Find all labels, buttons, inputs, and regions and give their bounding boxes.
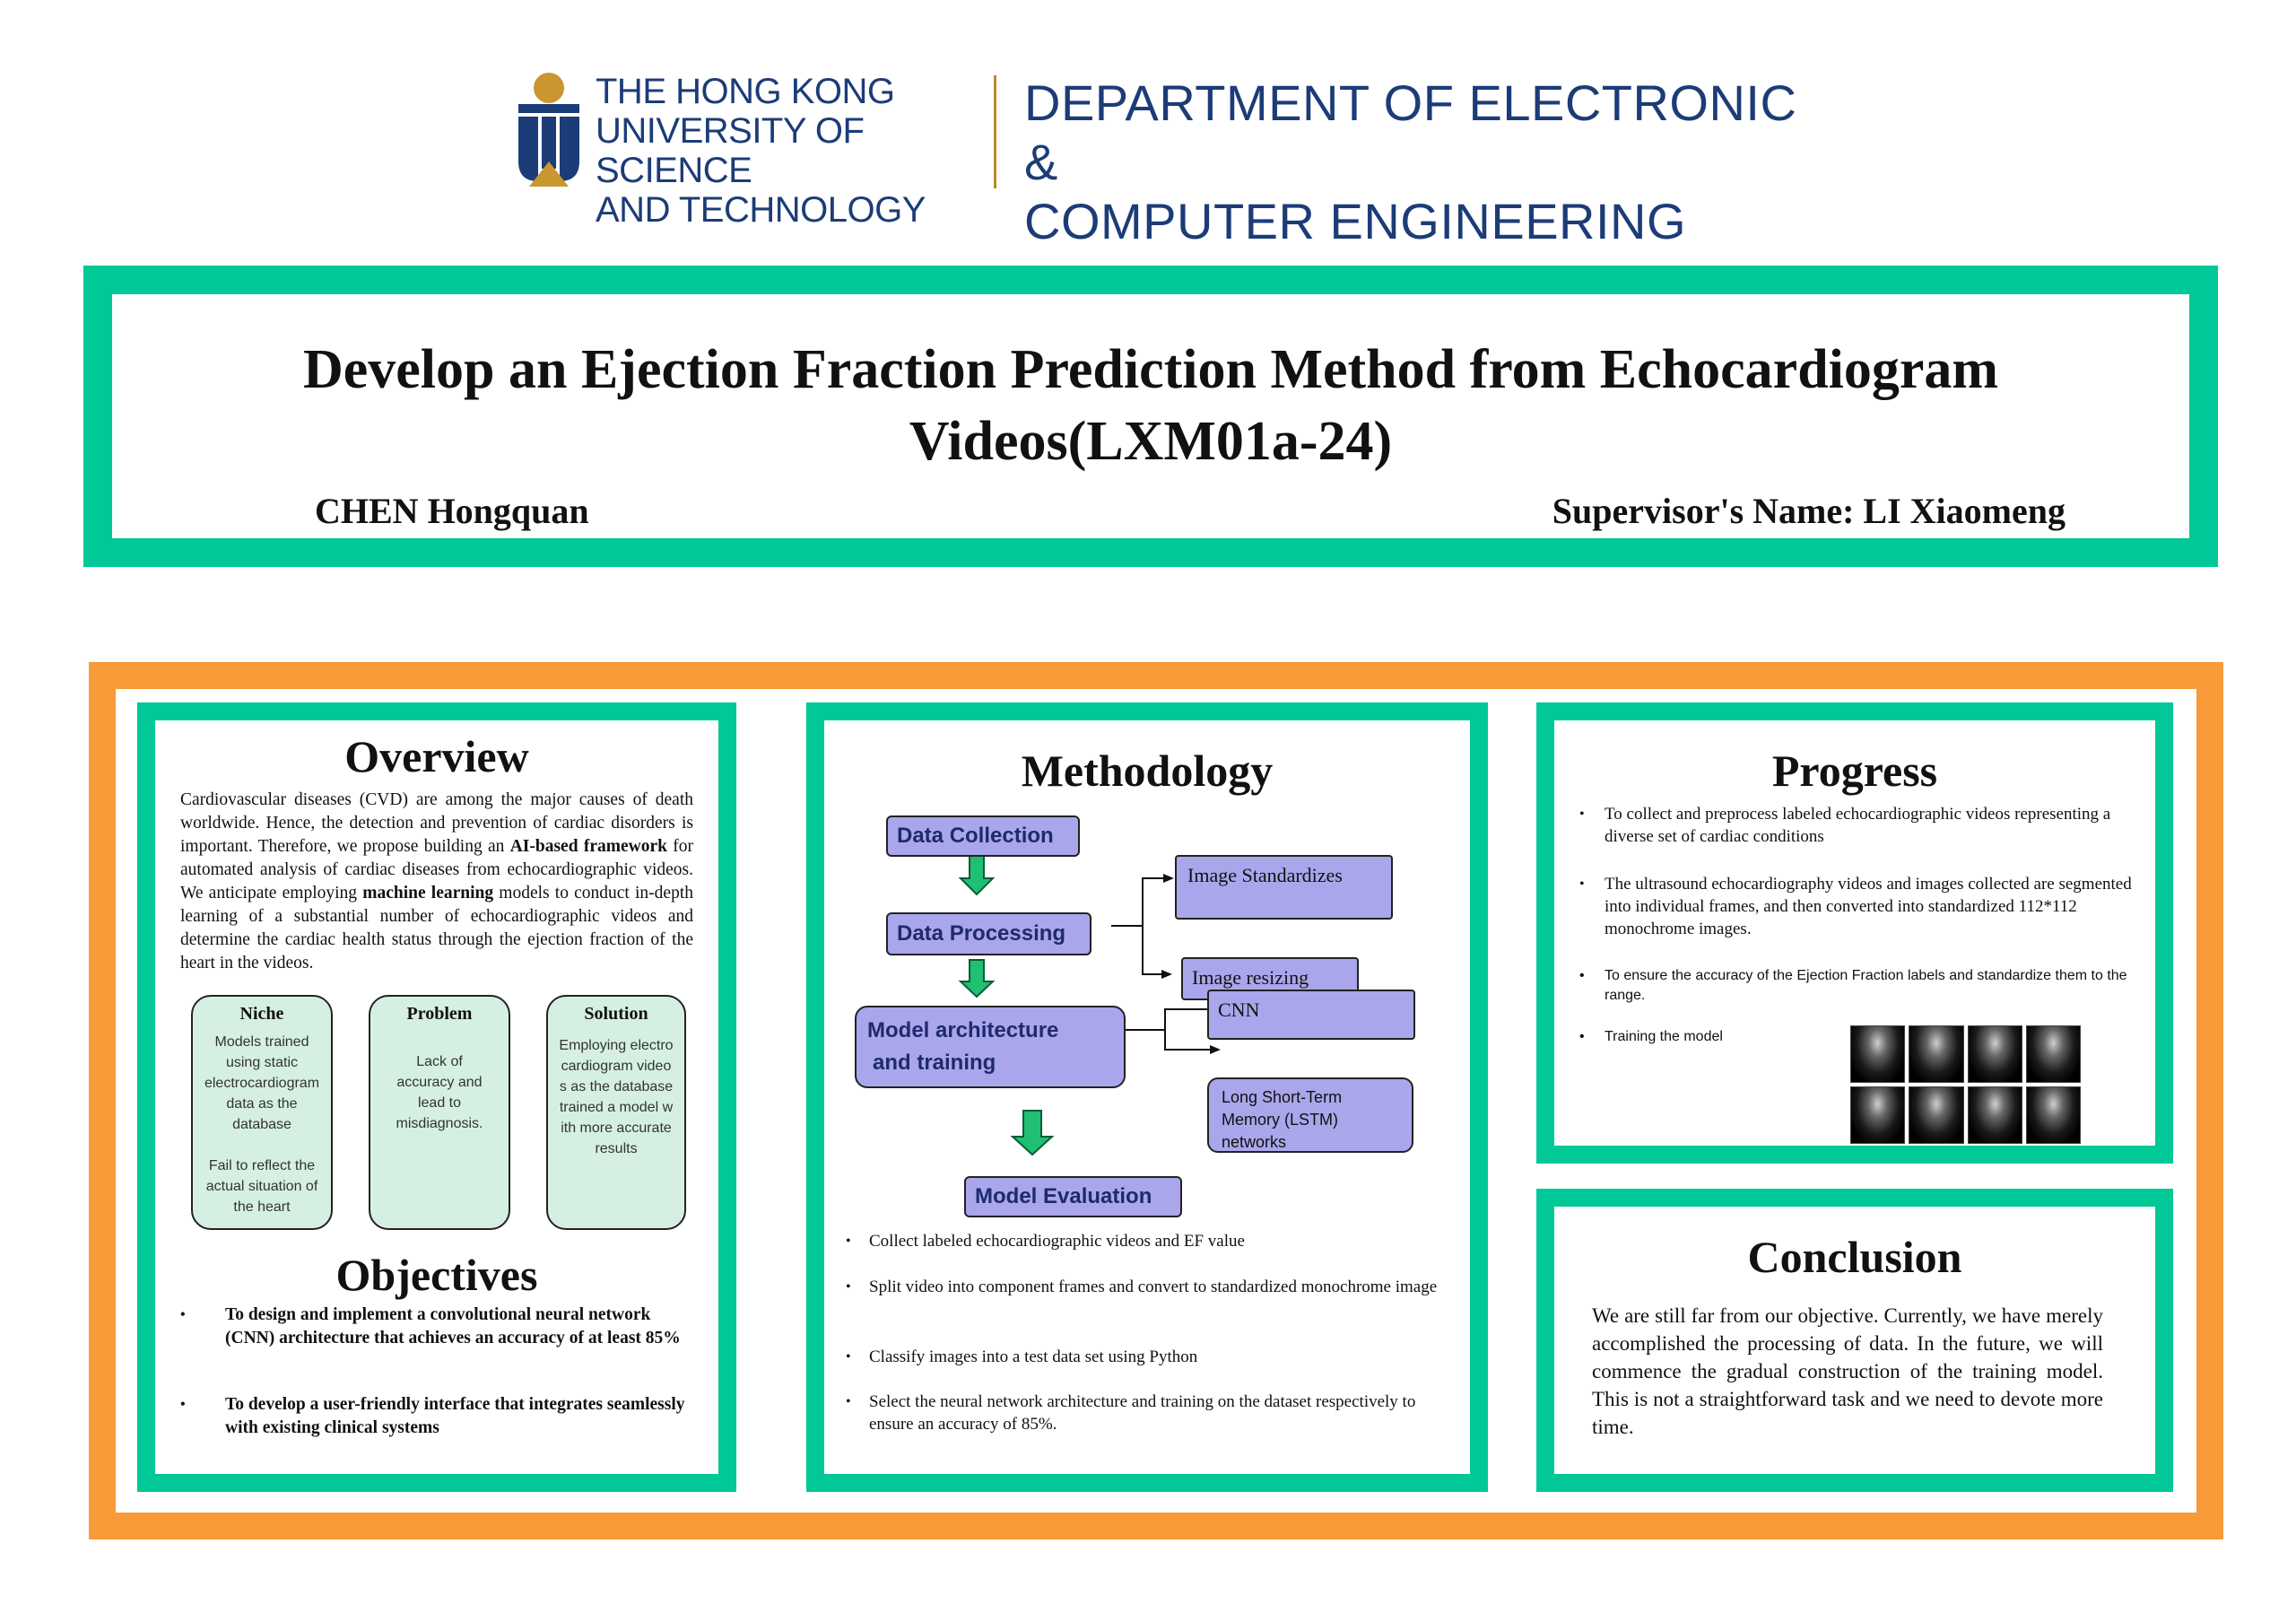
university-line-1: THE HONG KONG [596, 72, 895, 111]
solution-card-title: Solution [584, 1004, 648, 1024]
progress-item-text: To ensure the accuracy of the Ejection Fraction labels and standardize them to the range. [1605, 968, 2127, 1003]
flow-model-line-1: Model architecture [867, 1018, 1059, 1042]
progress-item [1579, 873, 2135, 940]
niche-card-body-2: Fail to reflect the actual situation of the heart [205, 1158, 318, 1215]
author-name: CHEN Hongquan [315, 491, 589, 531]
flow-data-processing [886, 912, 1091, 955]
progress-item-text: To collect and preprocess labeled echocardiographic videos representing a diverse set of cardiac conditions [1605, 805, 2111, 846]
progress-title: Progress [1771, 746, 1938, 796]
echo-frames-image [1850, 1025, 2081, 1144]
poster-title [112, 334, 2189, 477]
flow-image-resizing-label: Image resizing [1192, 966, 1309, 989]
conclusion-section [1536, 1189, 2173, 1492]
university-line-3: AND TECHNOLOGY [596, 190, 926, 230]
down-arrow-icon [961, 960, 993, 997]
echo-frame [1968, 1025, 2022, 1083]
department-line-1: DEPARTMENT OF ELECTRONIC & [1024, 74, 1797, 190]
department-name [1024, 74, 1831, 251]
progress-item [1579, 803, 2135, 848]
bullet-icon: • [1579, 968, 1585, 983]
solution-card [546, 995, 686, 1230]
university-line-2: UNIVERSITY OF SCIENCE [596, 111, 865, 190]
objective-item-text: To design and implement a convolutional neural network (CNN) architecture that achieves an accuracy of at least 85% [225, 1305, 681, 1347]
flow-data-processing-label: Data Processing [897, 921, 1066, 946]
niche-card-title: Niche [239, 1004, 284, 1024]
bullet-icon: • [1579, 1029, 1585, 1044]
methodology-item-text: Classify images into a test data set using Python [869, 1347, 1198, 1366]
flow-cnn [1207, 990, 1415, 1040]
header [0, 0, 2296, 251]
bullet-icon: • [846, 1394, 851, 1409]
echo-frame [1909, 1025, 1963, 1083]
problem-card-title: Problem [406, 1004, 473, 1024]
overview-bold-ml: machine learning [362, 884, 494, 903]
objective-item [180, 1393, 691, 1440]
flow-model-architecture [855, 1006, 1126, 1088]
flow-model-evaluation [964, 1176, 1182, 1217]
progress-item [1579, 966, 2135, 1006]
echo-frame [1850, 1025, 1905, 1083]
solution-card-body: Employing electrocardiogram videos as the database trained a model with more accurate results [559, 1038, 674, 1156]
down-arrow-icon [1013, 1111, 1052, 1155]
methodology-item [846, 1346, 1438, 1368]
echo-frame [2026, 1025, 2081, 1083]
bullet-icon: • [1579, 807, 1585, 822]
niche-card [191, 995, 333, 1230]
bullet-icon: • [846, 1349, 851, 1365]
flow-model-line-2: and training [873, 1051, 996, 1075]
overview-section [137, 702, 736, 1492]
overview-text-part-1: Cardiovascular diseases (CVD) are among the major causes of death worldwide. Hence, the detection and prevention of cardiac disorders is important. Therefore, we propose building an [180, 790, 693, 856]
flow-data-collection [886, 815, 1080, 857]
methodology-item [846, 1230, 1438, 1252]
objectives-title: Objectives [335, 1250, 538, 1300]
overview-text-part-3: models to conduct in-depth learning of a substantial number of echocardiographic videos and determine the cardiac health status through the ejection fraction of the heart in the videos. [180, 884, 693, 972]
methodology-item-text: Select the neural network architecture and training on the dataset respectively to ensure an accuracy of 85%. [869, 1392, 1416, 1434]
methodology-title: Methodology [1021, 746, 1274, 796]
department-line-2: COMPUTER ENGINEERING [1024, 193, 1687, 249]
overview-bold-ai: AI-based framework [509, 837, 667, 856]
problem-card [369, 995, 510, 1230]
methodology-section [806, 702, 1488, 1492]
conclusion-title: Conclusion [1747, 1232, 1962, 1282]
flow-cnn-label: CNN [1218, 998, 1260, 1021]
objective-item-text: To develop a user-friendly interface that integrates seamlessly with existing clinical systems [225, 1395, 685, 1437]
poster-title-line-2: Videos(LXM01a-24) [909, 411, 1393, 472]
flow-image-standardizes-label: Image Standardizes [1187, 864, 1343, 886]
hkust-logo-icon [511, 72, 587, 190]
poster-title-line-1: Develop an Ejection Fraction Prediction Method from Echocardiogram [302, 339, 1999, 400]
conclusion-text: We are still far from our objective. Currently, we have merely accomplished the processing of data. In the future, we will commence the gradual construction of the training model. This is not a straightforward task and we need to devote more time. [1592, 1304, 2103, 1438]
overview-title: Overview [344, 731, 529, 781]
progress-item [1579, 1027, 1848, 1047]
overview-text [180, 789, 693, 975]
university-name [596, 72, 990, 230]
niche-card-body: Models trained using static electrocardiogram data as the database [204, 1034, 320, 1132]
echo-frame [1909, 1086, 1963, 1144]
progress-item-text: The ultrasound echocardiography videos and images collected are segmented into individual frames, and then converted into standardized 112*112 monochrome images. [1605, 875, 2132, 938]
flow-lstm-label: Long Short-Term Memory (LSTM) networks [1222, 1088, 1343, 1151]
flow-lstm [1207, 1077, 1413, 1153]
methodology-item-text: Split video into component frames and convert to standardized monochrome image [869, 1278, 1438, 1296]
bullet-icon: • [180, 1307, 186, 1322]
overview-text-part-2: for automated analysis of cardiac diseases from echocardiographic videos. We anticipate employing [180, 837, 693, 903]
echo-frame [1968, 1086, 2022, 1144]
header-divider [994, 75, 996, 188]
down-arrow-icon [961, 856, 993, 894]
flow-model-label [867, 1015, 1058, 1079]
title-block [83, 266, 2218, 567]
methodology-item [846, 1276, 1438, 1298]
bullet-icon: • [846, 1234, 851, 1249]
flow-data-collection-label: Data Collection [897, 824, 1054, 848]
methodology-item [846, 1391, 1438, 1435]
flow-image-standardizes [1175, 855, 1393, 920]
bullet-icon: • [1579, 876, 1585, 892]
methodology-item-text: Collect labeled echocardiographic videos and EF value [869, 1232, 1245, 1251]
problem-card-body: Lack of accuracy and lead to misdiagnosis. [396, 1054, 483, 1131]
flow-model-evaluation-label: Model Evaluation [975, 1184, 1152, 1208]
progress-section [1536, 702, 2173, 1164]
bullet-icon: • [180, 1397, 186, 1412]
objective-item [180, 1304, 691, 1350]
echo-frame [1850, 1086, 1905, 1144]
supervisor-name: Supervisor's Name: LI Xiaomeng [1552, 491, 2066, 531]
bullet-icon: • [846, 1279, 851, 1295]
echo-frame [2026, 1086, 2081, 1144]
progress-item-text: Training the model [1605, 1029, 1723, 1044]
